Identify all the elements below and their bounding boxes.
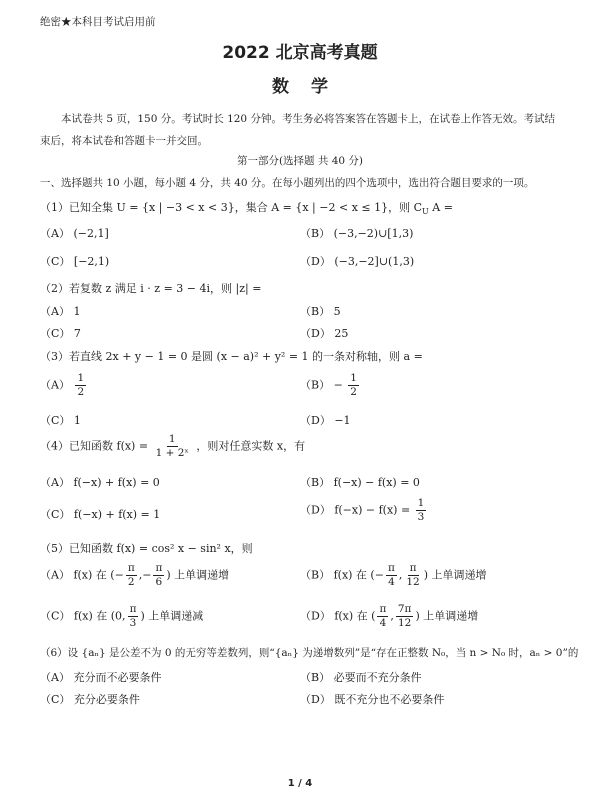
- intro-paragraph: 本试卷共 5 页，150 分。考试时长 120 分钟。考生务必将答案答在答题卡上，在试卷上作答无效。考试结束后，将本试卷和答题卡一并交回。: [40, 113, 555, 147]
- q5-option-d: （D） f(x) 在 ( $\frac{\pi}{4}$ , $\frac{7\pi}{12}$ ) 上单调递增: [300, 603, 479, 629]
- q4-option-a: （A） f(−x) + f(x) = 0: [40, 476, 160, 489]
- q4-stem-fraction: $\frac{1}{\text{1 + 2ˣ}}$: [155, 433, 189, 459]
- q3-option-a: （A） $\frac{1}{2}$: [40, 372, 85, 398]
- q4-option-b: （B） f(−x) − f(x) = 0: [300, 476, 420, 489]
- q5-option-a: （A） f(x) 在 (− $\frac{\pi}{2}$ ,− $\frac{\pi}{6}$ ) 上单调递增: [40, 562, 230, 588]
- q2-option-d: （D） 25: [300, 327, 349, 340]
- q3-option-b-fraction: $\frac{1}{2}$: [350, 372, 357, 398]
- q1-option-a: （A） (−2,1]: [40, 227, 109, 240]
- q1-option-d: （D） (−3,−2]∪(1,3): [300, 255, 415, 268]
- q5-stem: （5）已知函数 f(x) = cos² x − sin² x，则: [40, 542, 253, 555]
- q2-stem: （2）若复数 z 满足 i · z = 3 − 4i，则 |z| =: [40, 282, 262, 295]
- q3-option-a-fraction: $\frac{1}{2}$: [77, 372, 85, 398]
- q2-option-a: （A） 1: [40, 305, 81, 318]
- q4-stem: （4）已知函数 f(x) = $\frac{1}{\text{1 + 2ˣ}}$ ，则对任意实数 x，有: [40, 433, 306, 459]
- q3-option-c: （C） 1: [40, 414, 81, 427]
- q1-stem: （1）已知全集 U = {x | −3 < x < 3}，集合 A = {x | −2 < x ≤ 1}，则 $C_U$ A =: [40, 201, 453, 217]
- q5-option-b: （B） f(x) 在 (− $\frac{\pi}{4}$ , $\frac{\pi}{12}$ ) 上单调递增: [300, 562, 487, 588]
- q2-option-c: （C） 7: [40, 327, 81, 340]
- exam-subject: 数学: [272, 77, 350, 97]
- q4-option-d: （D） f(−x) − f(x) = $\frac{1}{3}$: [300, 497, 425, 523]
- q6-option-a: （A） 充分而不必要条件: [40, 671, 162, 684]
- q6-option-d: （D） 既不充分也不必要条件: [300, 693, 445, 706]
- q6-option-c: （C） 充分必要条件: [40, 693, 140, 706]
- q1-option-c: （C） [−2,1): [40, 255, 110, 268]
- q1-stem-subscript: U: [422, 207, 429, 217]
- q4-option-c: （C） f(−x) + f(x) = 1: [40, 508, 161, 521]
- secret-label: 绝密★本科目考试启用前: [40, 16, 156, 28]
- q1-option-b: （B） (−3,−2)∪[1,3): [300, 227, 414, 240]
- q6-stem: （6）设 {aₙ} 是公差不为 0 的无穷等差数列，则“{aₙ} 为递增数列”是“存在正整数 N₀，当 n > N₀ 时，aₙ > 0”的: [40, 647, 579, 659]
- q3-option-b: （B） − $\frac{1}{2}$: [300, 372, 357, 398]
- part1-instruction: 一、选择题共 10 小题，每小题 4 分，共 40 分。在每小题列出的四个选项中，选出符合题目要求的一项。: [40, 177, 535, 189]
- q4-option-d-fraction: $\frac{1}{3}$: [417, 497, 425, 523]
- q6-option-b: （B） 必要而不充分条件: [300, 671, 422, 684]
- q5-option-c: （C） f(x) 在 (0, $\frac{\pi}{3}$ ) 上单调递减: [40, 603, 204, 629]
- page-number: 1 / 4: [287, 778, 313, 789]
- q3-stem: （3）若直线 2x + y − 1 = 0 是圆 (x − a)² + y² = 1 的一条对称轴，则 a =: [40, 350, 423, 363]
- q3-option-d: （D） −1: [300, 414, 351, 427]
- q2-option-b: （B） 5: [300, 305, 341, 318]
- part1-title: 第一部分(选择题 共 40 分): [236, 155, 364, 167]
- exam-title: 2022 北京高考真题: [222, 43, 378, 63]
